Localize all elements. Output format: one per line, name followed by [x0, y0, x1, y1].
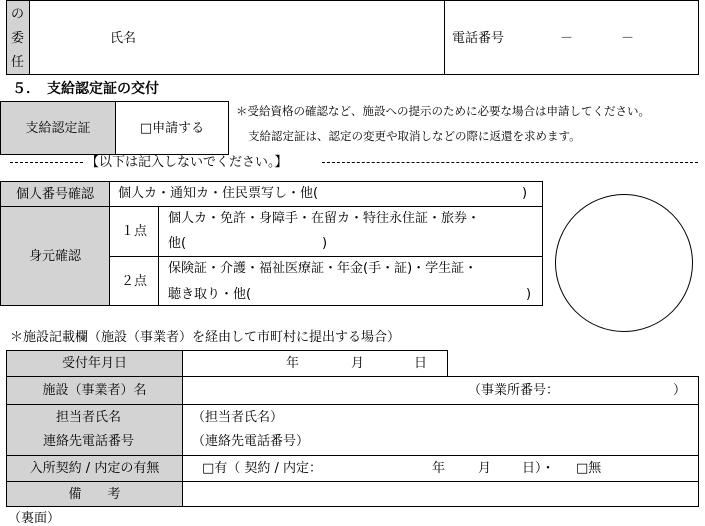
request-checkbox-label: □申請する	[139, 120, 205, 136]
contract-label: 入所契約 / 内定の有無	[29, 461, 160, 476]
two-point-line-2: 聴き取り・他(	[168, 287, 252, 302]
remarks-field[interactable]	[182, 481, 699, 507]
delegate-name-label: 氏名	[110, 31, 137, 46]
delegate-name-cell[interactable]	[29, 0, 445, 75]
delegate-phone-separator: －	[560, 31, 574, 46]
facility-name-field[interactable]	[182, 376, 699, 405]
received-date-label: 受付年月日	[61, 356, 127, 371]
request-checkbox[interactable]	[115, 101, 229, 155]
divider-line-left	[10, 162, 83, 163]
back-side-label: （裏面）	[8, 511, 61, 526]
identity-label: 身元確認	[28, 248, 81, 264]
one-point-label: １点	[120, 224, 147, 239]
office-number-close: ）	[673, 383, 687, 398]
contract-no-checkbox[interactable]: □無	[576, 461, 602, 476]
contact-name-label: 担当者氏名	[56, 410, 122, 425]
two-point-label-cell	[109, 256, 159, 306]
received-date-label-cell	[6, 350, 183, 377]
facility-name-label: 施設（事業者）名	[42, 383, 147, 398]
mynumber-items: 個人カ・通知カ・住民票写し・他(	[118, 186, 319, 201]
mynumber-close: )	[522, 186, 528, 201]
one-point-line-1: 個人カ・免許・身障手・在留カ・特往永住証・旅券・	[168, 211, 481, 226]
received-month-unit: 月	[351, 356, 365, 371]
section5-heading: ５． 支給認定証の交付	[12, 81, 159, 97]
one-point-close: )	[322, 236, 328, 251]
delegate-phone-separator: －	[621, 31, 635, 46]
seal-circle	[555, 194, 693, 332]
contract-month-unit: 月	[478, 461, 492, 476]
contract-year-unit: 年	[432, 461, 446, 476]
received-date-field[interactable]	[182, 350, 448, 377]
one-point-line-2: 他(	[168, 236, 187, 251]
received-day-unit: 日	[414, 356, 428, 371]
one-point-label-cell	[109, 206, 159, 257]
certificate-label: 支給認定証	[25, 120, 91, 136]
remarks-label: 備 考	[68, 486, 121, 502]
two-point-label: ２点	[120, 273, 147, 289]
divider-line-right	[322, 162, 698, 163]
contract-yes-checkbox[interactable]: □有（ 契約 / 内定：	[202, 461, 323, 476]
received-year-unit: 年	[286, 356, 300, 371]
facility-heading: ＊施設記載欄（施設（事業者）を経由して市町村に提出する場合）	[10, 330, 401, 345]
certificate-note-1: ＊受給資格の確認など、施設への提示のために必要な場合は申請してください。	[236, 104, 650, 118]
facility-name-label-cell	[6, 376, 183, 405]
contact-phone-label: 連絡先電話番号	[43, 434, 135, 449]
mynumber-label: 個人番号確認	[15, 186, 94, 202]
remarks-label-cell	[6, 481, 183, 507]
delegate-side-char: の	[11, 7, 25, 22]
mynumber-label-cell	[0, 181, 110, 207]
delegate-phone-label: 電話番号	[452, 31, 505, 46]
contract-day-unit: 日）・	[522, 461, 555, 476]
office-use-divider-text: 【以下は記入しないでください。】	[86, 155, 288, 170]
two-point-line-1: 保険証・介護・福祉医療証・年金(手・証)・学生証・	[168, 261, 478, 276]
contact-name-placeholder: （担当者氏名）	[192, 410, 284, 425]
certificate-label-cell	[0, 101, 116, 155]
identity-label-cell	[0, 206, 110, 306]
certificate-note-2: 支給認定証は、認定の変更や取消しなどの際に返還を求めます。	[248, 129, 581, 143]
delegate-side-char: 任	[11, 55, 25, 70]
delegate-side-char: 委	[11, 31, 25, 46]
contract-label-cell	[6, 455, 183, 482]
two-point-close: )	[526, 287, 532, 302]
office-number-label: （事業所番号：	[468, 383, 560, 398]
contact-phone-placeholder: （連絡先電話番号）	[192, 434, 310, 449]
